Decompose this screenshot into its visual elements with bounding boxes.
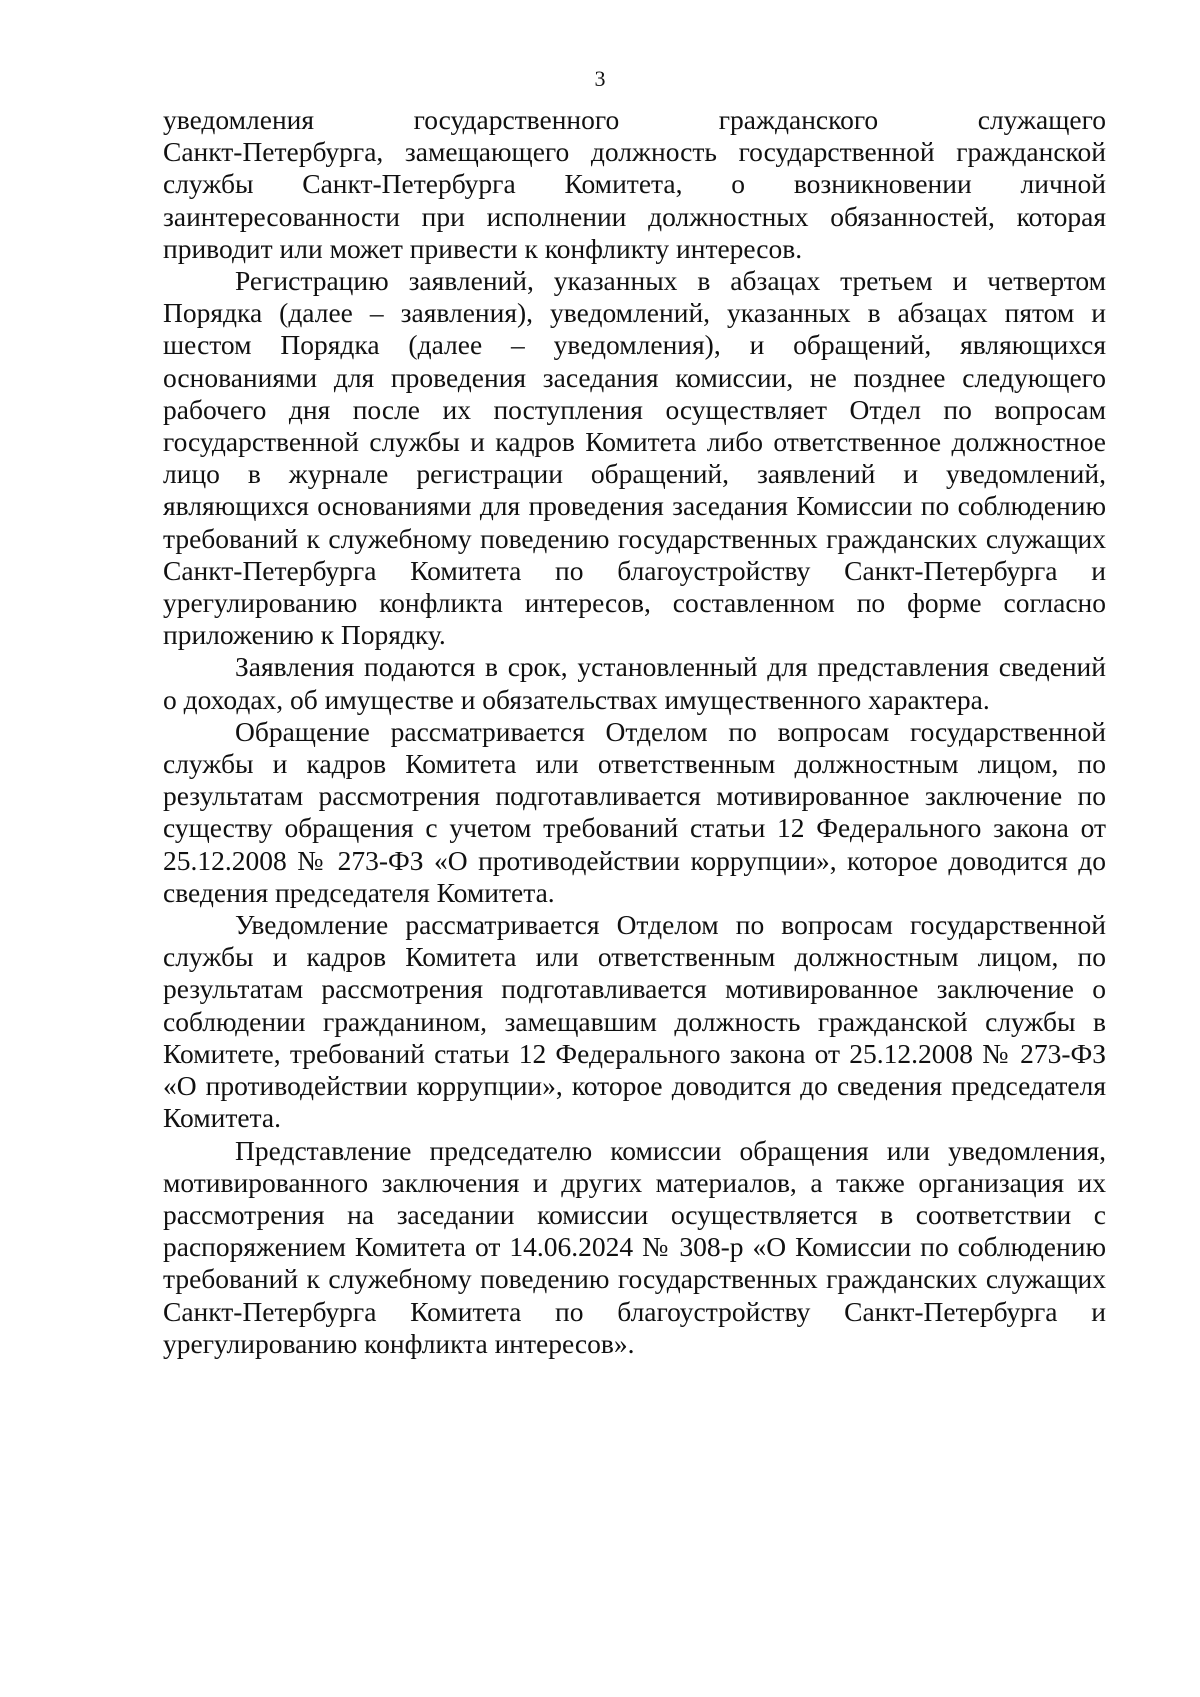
paragraph-continuation-first-line: уведомления государственного гражданского служащего: [163, 104, 1106, 135]
paragraph-submission: Представление председателю комиссии обращения или уведомления, мотивированного заключения и других материалов, а также организация их рассмотрения на заседании комиссии осуществляется в соответствии с распоряжением Комитета от 14.06.2024 № 308-р «О Комиссии по соблюдению требований к служебному поведению государственных гражданских служащих Санкт-Петербурга Комитета по благоустройству Санкт-Петербурга и урегулированию конфликта интересов».: [163, 1134, 1106, 1359]
paragraph-continuation: Санкт-Петербурга, замещающего должность государственной гражданской службы Санкт-Петербурга Комитета, о возникновении личной заинтересованности при исполнении должностных обязанностей, которая приводит или может привести к конфликту интересов.: [163, 136, 1106, 264]
page-number: 3: [594, 66, 606, 91]
document-body: [163, 104, 1106, 1360]
paragraph-appeal-review: Обращение рассматривается Отделом по вопросам государственной службы и кадров Комитета или ответственным должностным лицом, по результатам рассмотрения подготавливается мотивированное заключение по существу обращения с учетом требований статьи 12 Федерального закона от 25.12.2008 № 273-ФЗ «О противодействии коррупции», которое доводится до сведения председателя Комитета.: [163, 715, 1106, 908]
paragraph-registration: Регистрацию заявлений, указанных в абзацах третьем и четвертом Порядка (далее – заявления), уведомлений, указанных в абзацах пятом и шестом Порядка (далее – уведомления), и обращений, являющихся основаниями для проведения заседания комиссии, не позднее следующего рабочего дня после их поступления осуществляет Отдел по вопросам государственной службы и кадров Комитета либо ответственное должностное лицо в журнале регистрации обращений, заявлений и уведомлений, являющихся основаниями для проведения заседания Комиссии по соблюдению требований к служебному поведению государственных гражданских служащих Санкт-Петербурга Комитета по благоустройству Санкт-Петербурга и урегулированию конфликта интересов, составленном по форме согласно приложению к Порядку.: [163, 265, 1106, 651]
paragraph-applications-deadline: Заявления подаются в срок, установленный для представления сведений о доходах, об имуществе и обязательствах имущественного характера.: [163, 651, 1106, 715]
paragraph-notice-review: Уведомление рассматривается Отделом по вопросам государственной службы и кадров Комитета или ответственным должностным лицом, по результатам рассмотрения подготавливается мотивированное заключение о соблюдении гражданином, замещавшим должность гражданской службы в Комитете, требований статьи 12 Федерального закона от 25.12.2008 № 273-ФЗ «О противодействии коррупции», которое доводится до сведения председателя Комитета.: [163, 909, 1106, 1134]
